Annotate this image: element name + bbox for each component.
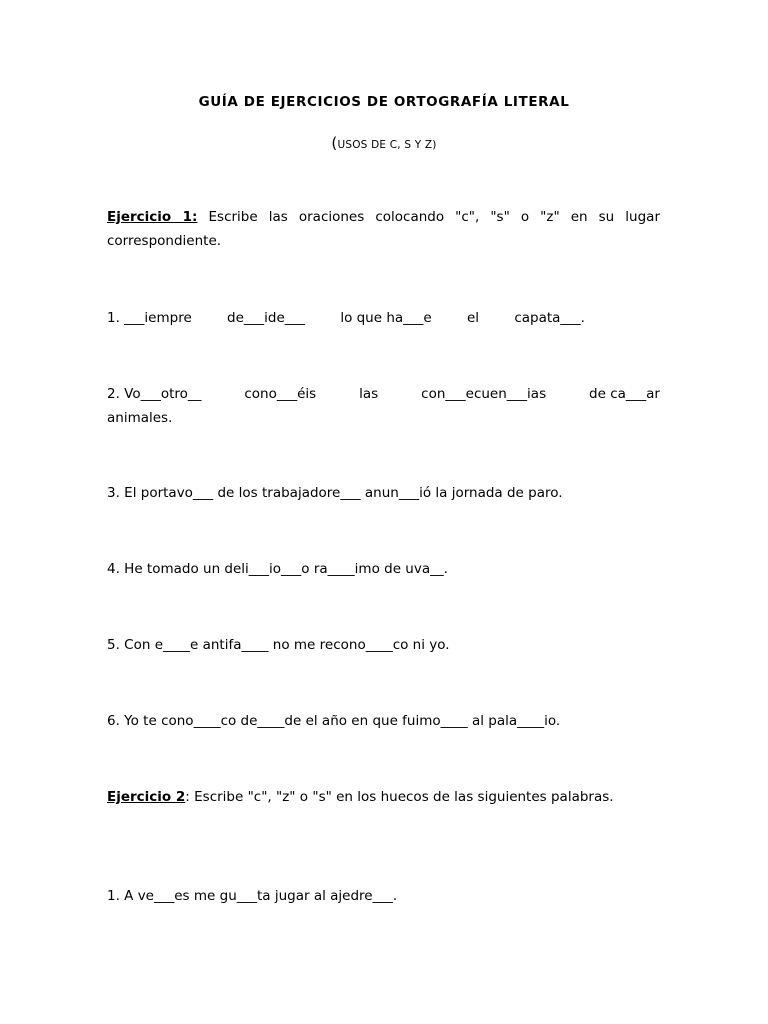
sentence-2-line-1 [107,382,660,406]
sentence-2-part: las [359,386,379,402]
sentence-1-part: de___ide___ [227,310,306,326]
exercise-1-sentence-4: 4. He tomado un deli___io___o ra____imo de uva__. [107,561,448,577]
sentence-2-part: cono___éis [244,386,317,402]
exercise-1-sentence-5: 5. Con e____e antifa____ no me recono____co ni yo. [107,637,450,653]
exercise-1-sentence-3: 3. El portavo___ de los trabajadore___ anun___ió la jornada de paro. [107,485,563,501]
exercise-2-instruction [107,785,660,809]
exercise-1-text: Escribe las oraciones colocando "c", "s" o "z" en su lugar correspondiente. [107,209,660,249]
exercise-2-sentence-1: 1. A ve___es me gu___ta jugar al ajedre___. [107,888,398,904]
exercise-1-instruction [107,205,660,253]
subtitle-text: USOS DE C, S Y Z) [337,139,437,151]
sentence-1-part: lo que ha___e [340,310,432,326]
sentence-1-part: el [467,310,480,326]
sentence-2-part: de ca___ar [589,386,660,402]
sentence-1-part: 1. ___iempre [107,310,192,326]
sentence-1-part: capata___. [514,310,585,326]
page-title: GUÍA DE EJERCICIOS DE ORTOGRAFÍA LITERAL [198,94,570,110]
sentence-2-part: 2. Vo___otro__ [107,386,202,402]
sentence-2-part: con___ecuen___ias [421,386,547,402]
exercise-1-sentence-2 [107,382,660,430]
exercise-1-sentence-6: 6. Yo te cono____co de____de el año en que fuimo____ al pala____io. [107,713,561,729]
sentence-1-line [107,306,585,330]
sentence-2-line-2: animales. [107,410,173,426]
subtitle-open-paren: ( [331,134,338,152]
exercise-1-heading: Ejercicio 1: [107,209,198,225]
exercise-1-sentence-1 [107,306,660,330]
exercise-2-heading: Ejercicio 2 [107,789,186,805]
exercise-2-text: : Escribe "c", "z" o "s" en los huecos de las siguientes palabras. [185,789,614,805]
page-subtitle [0,134,768,152]
